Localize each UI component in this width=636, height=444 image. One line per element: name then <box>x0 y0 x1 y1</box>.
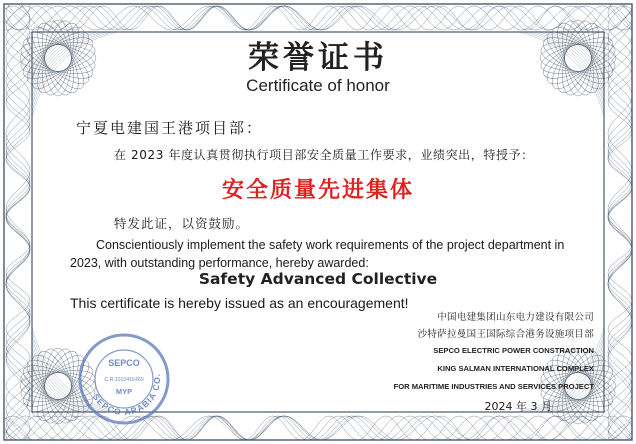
encouragement-text-zh: 特发此证，以资鼓励。 <box>114 216 250 231</box>
seal-registration-number: C.R.1010416469 <box>104 377 144 383</box>
citation-text-en-line1: Conscientiously implement the safety work requirements of the project department in <box>96 238 565 252</box>
citation-text-en-line2: 2023, with outstanding performance, hereby awarded: <box>70 256 369 270</box>
corner-rosette-petal <box>37 346 80 426</box>
seal-top-text: SEPCO <box>108 358 140 368</box>
issuer-name-en-line2: KING SALMAN INTERNATIONAL COMPLEX <box>437 364 594 373</box>
border-wave-line <box>4 6 632 30</box>
award-title-zh: 安全质量先进集体 <box>221 178 414 203</box>
corner-rosette-petal <box>37 346 80 426</box>
issuer-name-zh-line1: 中国电建集团山东电力建设有限公司 <box>437 312 594 323</box>
seal-ring-text: SEPCO ARABIA CO. <box>90 372 163 418</box>
corner-swirl-line <box>32 367 77 412</box>
border-wave-line <box>4 6 632 30</box>
certificate-title-zh: 荣誉证书 <box>248 40 388 76</box>
issuer-name-en-line1: SEPCO ELECTRIC POWER CONSTRACTION <box>433 346 594 355</box>
issue-date: 2024 年 3 月 <box>484 400 552 413</box>
company-seal <box>76 331 172 427</box>
seal-bottom-text: MYP <box>115 387 133 396</box>
award-title-en: Safety Advanced Collective <box>198 270 438 288</box>
issuer-name-zh-line2: 沙特萨拉曼国王国际综合港务设施项目部 <box>417 329 594 340</box>
border-wave-line <box>4 6 632 30</box>
border-wave-line <box>4 6 632 30</box>
recipient-name: 宁夏电建国王港项目部： <box>76 119 264 137</box>
encouragement-text-en: This certificate is hereby issued as an encouragement! <box>70 295 409 311</box>
citation-text-zh: 在 2023 年度认真贯彻执行项目部安全质量工作要求，业绩突出，特授予： <box>114 148 534 162</box>
border-wave-line <box>4 6 632 30</box>
certificate-title-en: Certificate of honor <box>246 76 390 95</box>
issuer-name-en-line3: FOR MARITIME INDUSTRIES AND SERVICES PROJECT <box>393 382 594 391</box>
border-wave-line <box>4 6 632 30</box>
